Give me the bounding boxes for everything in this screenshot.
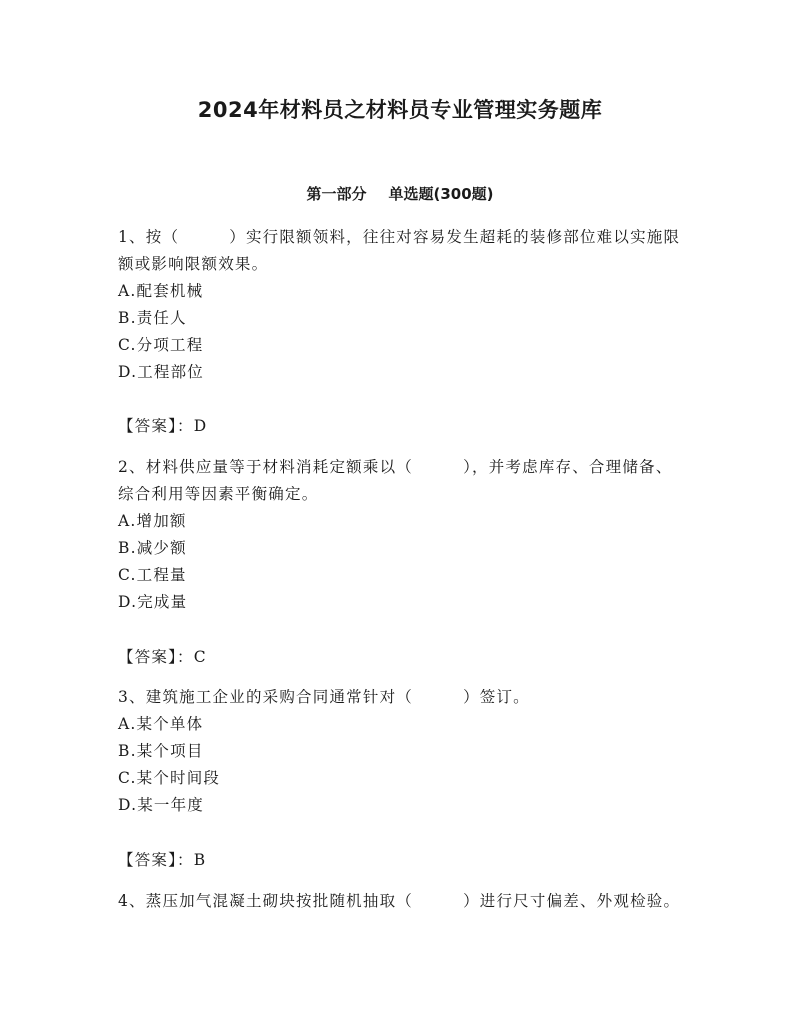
answer-value: B bbox=[193, 851, 207, 869]
option-a: A.某个单体 bbox=[118, 715, 204, 733]
question-stem: 2、材料供应量等于材料消耗定额乘以（ ），并考虑库存、合理储备、综合利用等因素平衡确定。 bbox=[118, 458, 673, 503]
section-heading bbox=[0, 183, 800, 204]
section-name: 单选题(300题) bbox=[388, 185, 494, 203]
question-stem: 3、建筑施工企业的采购合同通常针对（ ）签订。 bbox=[118, 688, 530, 706]
answer-label: 【答案】： bbox=[118, 648, 194, 666]
question-stem: 4、蒸压加气混凝土砌块按批随机抽取（ ）进行尺寸偏差、外观检验。 bbox=[118, 892, 681, 910]
answer-2 bbox=[118, 644, 207, 671]
option-a: A.配套机械 bbox=[118, 282, 204, 300]
answer-3 bbox=[118, 847, 206, 874]
question-2 bbox=[118, 454, 684, 616]
option-c: C.工程量 bbox=[118, 566, 187, 584]
option-b: B.减少额 bbox=[118, 539, 187, 557]
answer-1 bbox=[118, 413, 207, 440]
option-b: B.责任人 bbox=[118, 309, 187, 327]
document-title: 2024年材料员之材料员专业管理实务题库 bbox=[197, 98, 603, 122]
answer-label: 【答案】： bbox=[118, 417, 194, 435]
section-part: 第一部分 bbox=[306, 185, 367, 203]
question-4 bbox=[118, 888, 684, 915]
option-a: A.增加额 bbox=[118, 512, 187, 530]
answer-value: D bbox=[193, 417, 208, 435]
option-c: C.分项工程 bbox=[118, 336, 204, 354]
option-c: C.某个时间段 bbox=[118, 769, 221, 787]
option-d: D.完成量 bbox=[118, 593, 188, 611]
option-d: D.某一年度 bbox=[118, 796, 205, 814]
option-d: D.工程部位 bbox=[118, 363, 205, 381]
answer-label: 【答案】： bbox=[118, 851, 194, 869]
question-3 bbox=[118, 684, 684, 819]
question-1 bbox=[118, 224, 684, 386]
question-stem: 1、按（ ）实行限额领料，往往对容易发生超耗的装修部位难以实施限额或影响限额效果。 bbox=[118, 228, 681, 273]
option-b: B.某个项目 bbox=[118, 742, 204, 760]
answer-value: C bbox=[193, 648, 207, 666]
